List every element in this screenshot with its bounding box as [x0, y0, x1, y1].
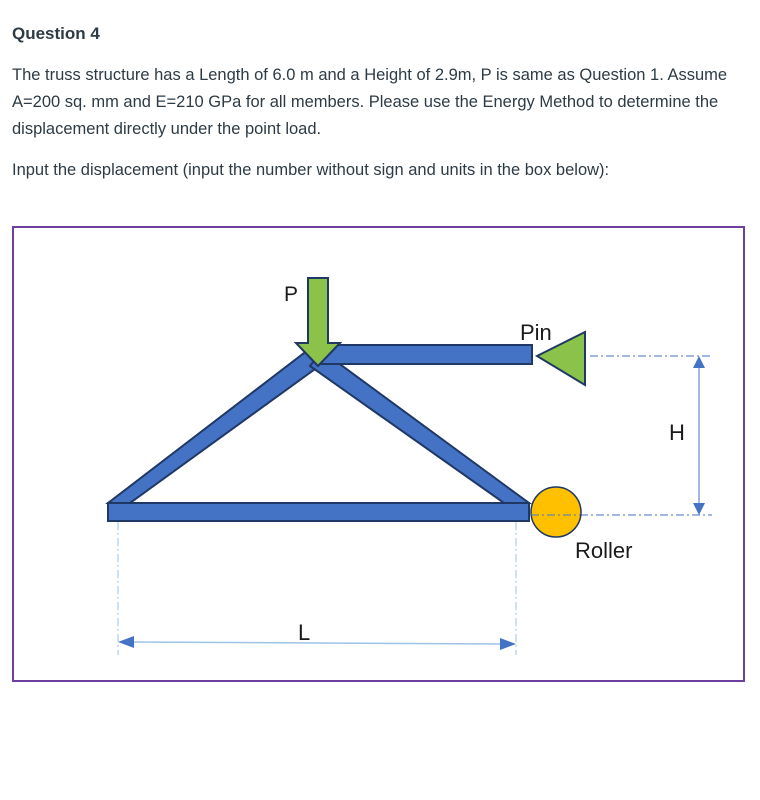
- length-dimension-line: [130, 642, 504, 644]
- height-label: H: [669, 420, 685, 445]
- length-arrow-right: [500, 638, 516, 650]
- question-body: The truss structure has a Length of 6.0 m and a Height of 2.9m, P is same as Question 1. Assume A=200 sq. mm and E=210 GPa for all members. Please use the Energy Method to determine the displacement directly under the point load.: [12, 66, 728, 138]
- pin-label: Pin: [520, 320, 552, 345]
- roller-support: [531, 487, 581, 537]
- load-label: P: [284, 283, 299, 306]
- question-title: Question 4: [12, 24, 100, 43]
- right-diagonal-member: [310, 351, 529, 503]
- truss-figure: [12, 226, 745, 682]
- length-arrow-left: [118, 636, 134, 648]
- length-label: L: [298, 620, 311, 645]
- bottom-chord-member: [108, 503, 529, 521]
- height-arrow-down: [693, 503, 705, 515]
- height-arrow-up: [693, 356, 705, 368]
- top-member: [314, 345, 532, 364]
- left-diagonal-member: [108, 350, 322, 503]
- roller-label: Roller: [575, 538, 633, 563]
- answer-prompt: Input the displacement (input the number without sign and units in the box below):: [12, 161, 610, 179]
- truss-diagram: [12, 226, 745, 682]
